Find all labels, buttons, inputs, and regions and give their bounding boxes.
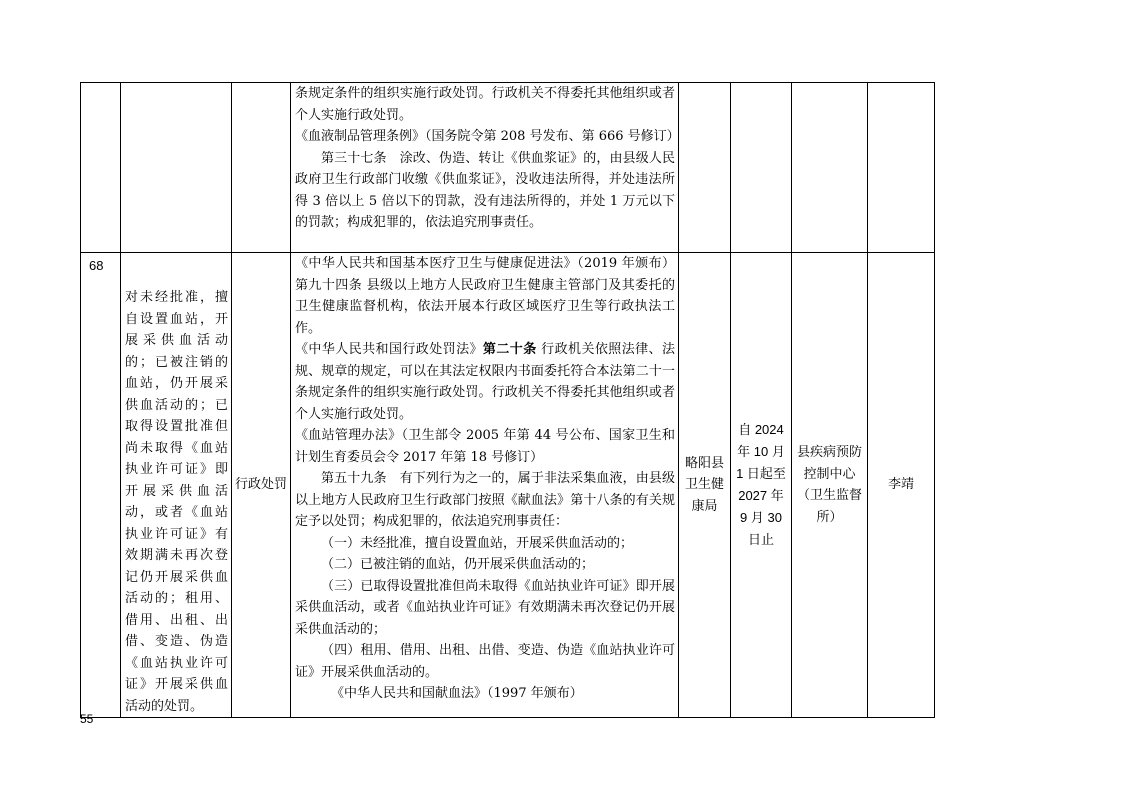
law-text: 第五十九条 有下列行为之一的，属于非法采集血液，由县级以上地方人民政府卫生行政部门按照《献血法》第十八条的有关规定予以处罚；构成犯罪的，依法追究刑事责任： [295, 471, 675, 529]
law-text: 《血液制品管理条例》（国务院令第 208 号发布、第 666 号修订） [295, 129, 680, 144]
law-text: 《中华人民共和国基本医疗卫生与健康促进法》（2019 年颁布）第九十四条 县级以上地方人民政府卫生健康主管部门及其委托的卫生健康监督机构，依法开展本行政区域医疗卫生等行政执法工作。 [295, 256, 675, 336]
law-text: 条规定条件的组织实施行政处罚。行政机关不得委托其他组织或者个人实施行政处罚。 [295, 86, 675, 123]
law-title: 《中华人民共和国行政处罚法》 [295, 342, 483, 357]
law-text: 第三十七条 涂改、伪造、转让《供血浆证》的，由县级人民政府卫生行政部门收缴《供血浆证》，没收违法所得，并处违法所得 3 倍以上 5 倍以下的罚款，没有违法所得的，并处 1 万元以下的罚款；构成犯罪的，依法追究刑事责任。 [295, 150, 675, 230]
authority-cell [679, 83, 731, 253]
description-cell [121, 253, 232, 718]
law-text: （二）已被注销的血站，仍开展采供血活动的； [321, 557, 595, 572]
number-cell [81, 83, 121, 253]
law-text: 《中华人民共和国献血法》（1997 年颁布） [331, 686, 583, 701]
law-text: （四）租用、借用、出租、出借、变造、伪造《血站执业许可证》开展采供血活动的。 [295, 643, 675, 680]
row-number: 68 [81, 253, 121, 718]
category-cell: 行政处罚 [232, 253, 291, 718]
law-body: 行政机关依照法律、法规、规章的规定，可以在其法定权限内书面委托符合本法第二十一条规定条件的组织实施行政处罚。行政机关不得委托其他组织或者个人实施行政处罚。 [295, 342, 675, 422]
period-cell [731, 83, 792, 253]
contact-cell [868, 83, 935, 253]
contact-cell: 李靖 [868, 253, 935, 718]
table-row [81, 83, 935, 253]
period-cell: 自 2024 年 10 月 1 日起至 2027 年 9 月 30 日止 [731, 253, 792, 718]
table-row [81, 253, 935, 718]
law-text: （一）未经批准，擅自设置血站，开展采供血活动的； [321, 535, 634, 551]
law-article: 第二十条 [482, 342, 537, 357]
authority-cell: 略阳县卫生健康局 [679, 253, 731, 718]
category-cell [232, 83, 291, 253]
entrusted-org-cell [792, 83, 868, 253]
legal-basis-cell [291, 253, 679, 718]
law-text [291, 339, 678, 425]
law-text: 《血站管理办法》（卫生部令 2005 年第 44 号公布、国家卫生和计划生育委员会令 2017 年第 18 号修订） [295, 428, 675, 465]
entrusted-org-cell: 县疾病预防控制中心（卫生监督所） [792, 253, 868, 718]
law-text: （三）已取得设置批准但尚未取得《血站执业许可证》即开展采供血活动，或者《血站执业许可证》有效期满未再次登记仍开展采供血活动的； [295, 578, 675, 637]
offense-description: 对未经批准，擅自设置血站，开展采供血活动的；已被注销的血站，仍开展采供血活动的；已取得设置批准但尚未取得《血站执业许可证》即开展采供血活动，或者《血站执业许可证》有效期满未再次登记仍开展采供血活动的；租用、借用、出租、出借、变造、伪造《血站执业许可证》开展采供血活动的处罚。 [125, 290, 228, 714]
enforcement-table [80, 82, 935, 718]
page-number: 55 [80, 712, 94, 726]
legal-basis-cell [291, 83, 679, 253]
description-cell [121, 83, 232, 253]
